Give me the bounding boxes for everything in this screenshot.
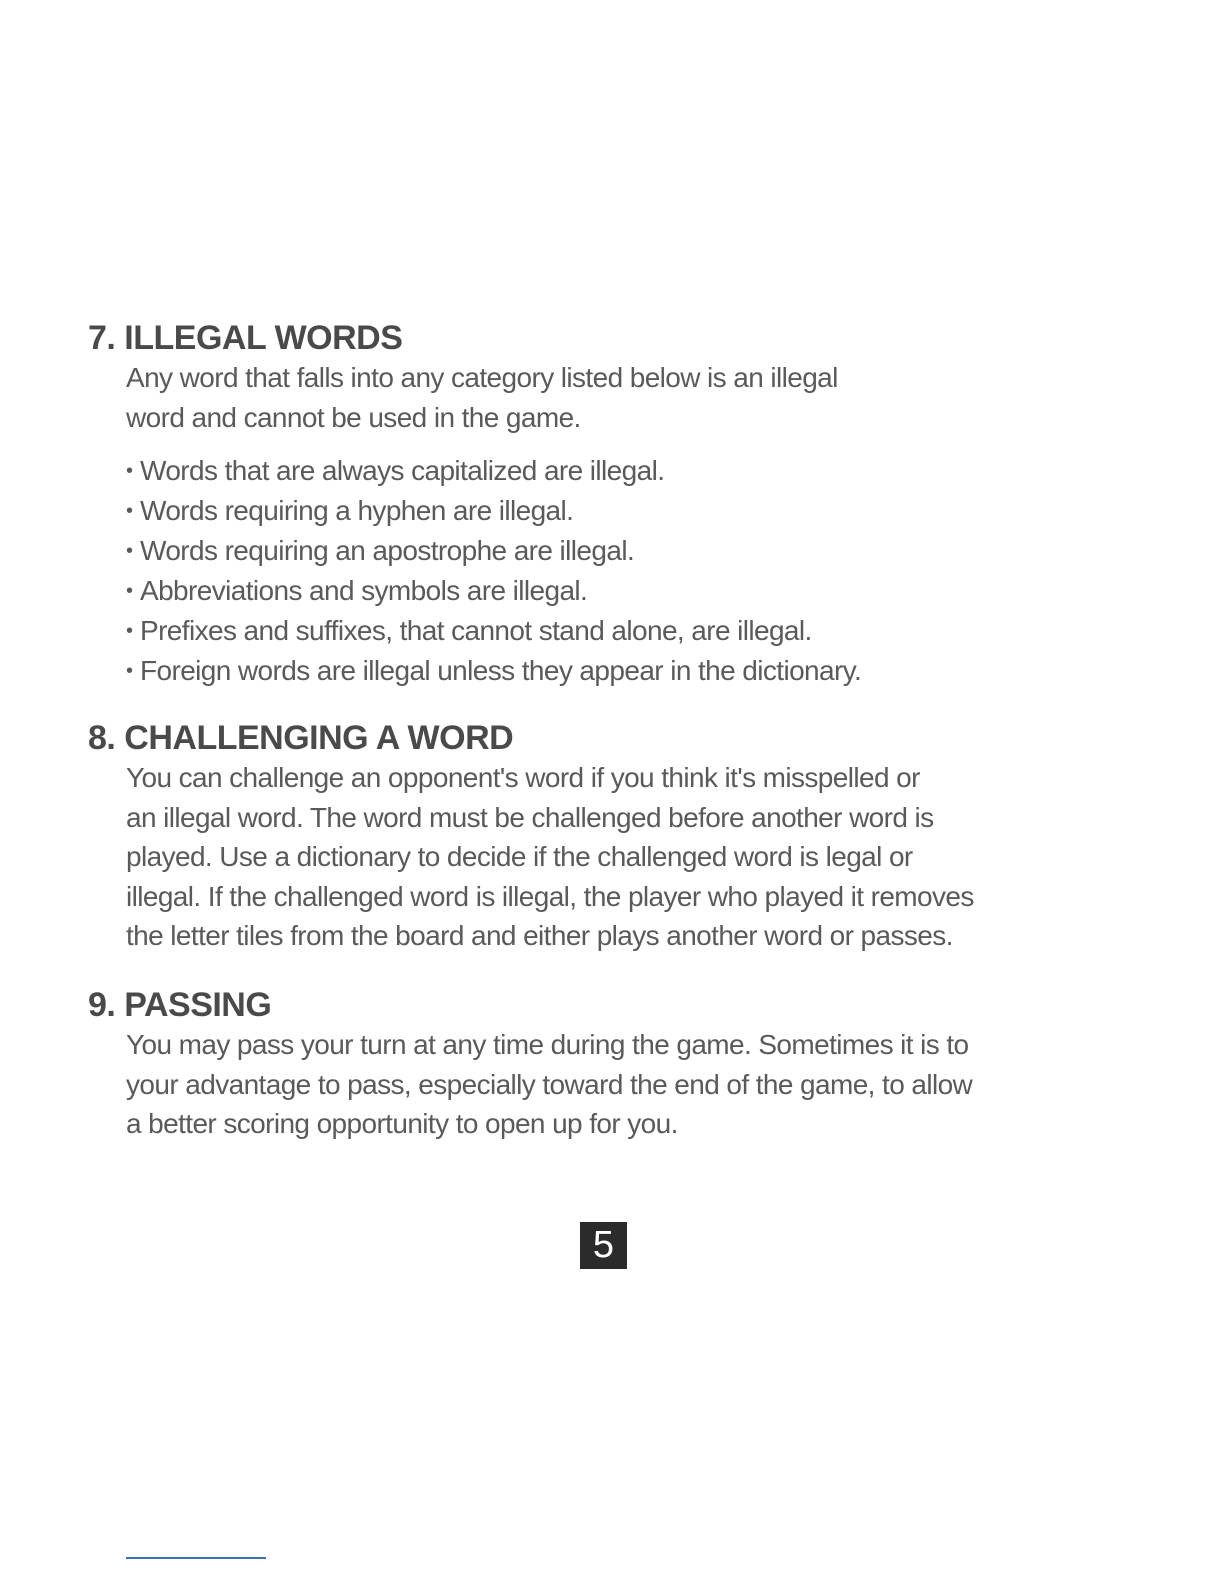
page-number: 5 — [580, 1222, 627, 1269]
list-item-text: Foreign words are illegal unless they appear in the dictionary. — [140, 655, 862, 686]
list-item — [126, 451, 1128, 491]
illegal-words-list — [126, 451, 1128, 691]
section-heading: 7. ILLEGAL WORDS — [88, 319, 403, 357]
list-item — [126, 571, 1128, 611]
bullet-icon: • — [126, 500, 133, 522]
list-item — [126, 491, 1128, 531]
list-item-text: Prefixes and suffixes, that cannot stand alone, are illegal. — [140, 615, 812, 646]
list-item — [126, 651, 1128, 691]
section-passing — [88, 985, 1128, 1144]
section-heading: 8. CHALLENGING A WORD — [88, 719, 514, 757]
section-illegal-words — [88, 318, 1128, 691]
footer-rule — [126, 1557, 266, 1559]
section-challenging-a-word — [88, 718, 1128, 956]
section-paragraph: Any word that falls into any category listed below is an illegal word and cannot be used in the game. — [126, 362, 838, 433]
list-item — [126, 611, 1128, 651]
list-item-text: Abbreviations and symbols are illegal. — [140, 575, 588, 606]
list-item-text: Words that are always capitalized are illegal. — [140, 455, 665, 486]
list-item-text: Words requiring a hyphen are illegal. — [140, 495, 574, 526]
section-heading: 9. PASSING — [88, 986, 272, 1024]
bullet-icon: • — [126, 460, 133, 482]
bullet-icon: • — [126, 620, 133, 642]
section-paragraph: You can challenge an opponent's word if you think it's misspelled or an illegal word. The word must be challenged before another word is played. Use a dictionary to decide if the challenged word is legal or illegal. If the challenged word is illegal, the player who played it removes the letter tiles from the board and either plays another word or passes. — [126, 762, 974, 951]
list-item-text: Words requiring an apostrophe are illegal. — [140, 535, 635, 566]
bullet-icon: • — [126, 540, 133, 562]
list-item — [126, 531, 1128, 571]
bullet-icon: • — [126, 580, 133, 602]
bullet-icon: • — [126, 660, 133, 682]
section-paragraph: You may pass your turn at any time during the game. Sometimes it is to your advantage to pass, especially toward the end of the game, to allow a better scoring opportunity to open up for you. — [126, 1029, 973, 1139]
